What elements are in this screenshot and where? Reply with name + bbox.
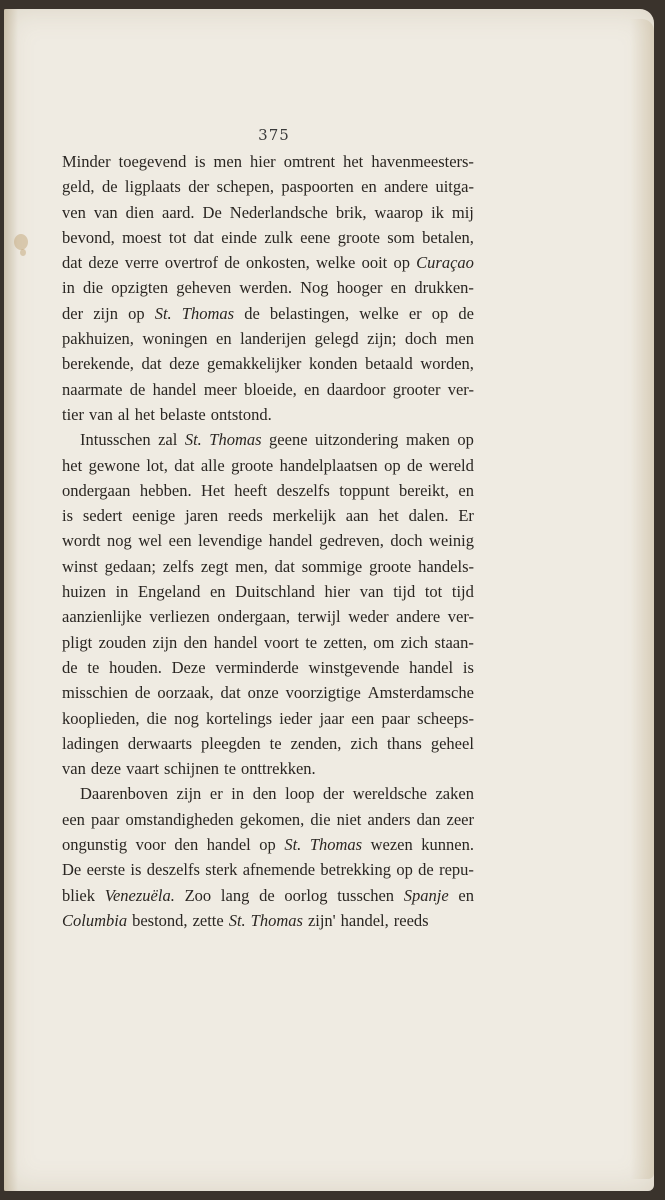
page-gutter-shading xyxy=(4,9,18,1191)
text-line: misschien de oorzaak, dat onze voorzigtige Amsterdamsche xyxy=(62,683,474,703)
text-line: berekende, dat deze gemakkelijker konden betaald worden, xyxy=(62,354,474,374)
page-edge-shading xyxy=(630,19,654,1179)
paragraph xyxy=(62,149,474,427)
text-line: der zijn op St. Thomas de belastingen, welke er op de xyxy=(62,303,474,323)
text-line: in die opzigten geheven werden. Nog hooger en drukken- xyxy=(62,278,474,298)
text-line: naarmate de handel meer bloeide, en daardoor grooter ver- xyxy=(62,379,474,399)
text-line: ven van dien aard. De Nederlandsche brik, waarop ik mij xyxy=(62,202,474,222)
text-line: van deze vaart schijnen te onttrekken. xyxy=(62,759,316,779)
text-line: dat deze verre overtrof de onkosten, welke ooit op Curaçao xyxy=(62,253,474,273)
text-line: aanzienlijke verliezen ondergaan, terwijl weder andere ver- xyxy=(62,607,474,627)
page-number: 375 xyxy=(258,126,290,144)
foxing-spot xyxy=(20,249,26,256)
body-text xyxy=(62,149,474,933)
text-line: winst gedaan; zelfs zegt men, dat sommige groote handels- xyxy=(62,556,474,576)
paragraph xyxy=(62,781,474,933)
text-line: ongunstig voor den handel op St. Thomas wezen kunnen. xyxy=(62,835,474,855)
text-line: tier van al het belaste ontstond. xyxy=(62,404,272,424)
paragraph xyxy=(62,427,474,781)
text-line: geld, de ligplaats der schepen, paspoorten en andere uitga- xyxy=(62,177,474,197)
text-line: Columbia bestond, zette St. Thomas zijn' handel, reeds xyxy=(62,910,429,930)
text-line: een paar omstandigheden gekomen, die niet anders dan zeer xyxy=(62,809,474,829)
text-line: de te houden. Deze verminderde winstgevende handel is xyxy=(62,657,474,677)
text-line: De eerste is deszelfs sterk afnemende betrekking op de repu- xyxy=(62,860,474,880)
text-line: bevond, moest tot dat einde zulk eene groote som betalen, xyxy=(62,227,474,247)
text-line: pakhuizen, woningen en landerijen gelegd zijn; doch men xyxy=(62,329,474,349)
text-line: Minder toegevend is men hier omtrent het havenmeesters- xyxy=(62,152,474,171)
text-line: het gewone lot, dat alle groote handelplaatsen op de wereld xyxy=(62,455,474,475)
text-line: is sedert eenige jaren reeds merkelijk aan het dalen. Er xyxy=(62,506,474,526)
text-line: ondergaan hebben. Het heeft deszelfs toppunt bereikt, en xyxy=(62,480,474,500)
foxing-spot xyxy=(14,234,28,250)
text-line: kooplieden, die nog kortelings ieder jaar een paar scheeps- xyxy=(62,708,474,728)
text-line: Intusschen zal St. Thomas geene uitzondering maken op xyxy=(80,430,474,450)
text-line: bliek Venezuëla. Zoo lang de oorlog tusschen Spanje en xyxy=(62,885,474,905)
text-line: wordt nog wel een levendige handel gedreven, doch weinig xyxy=(62,531,474,551)
text-line: pligt zouden zijn den handel voort te zetten, om zich staan- xyxy=(62,632,474,652)
text-line: ladingen derwaarts pleegden te zenden, zich thans geheel xyxy=(62,733,474,753)
text-line: Daarenboven zijn er in den loop der wereldsche zaken xyxy=(80,784,474,804)
text-line: huizen in Engeland en Duitschland hier van tijd tot tijd xyxy=(62,582,474,602)
